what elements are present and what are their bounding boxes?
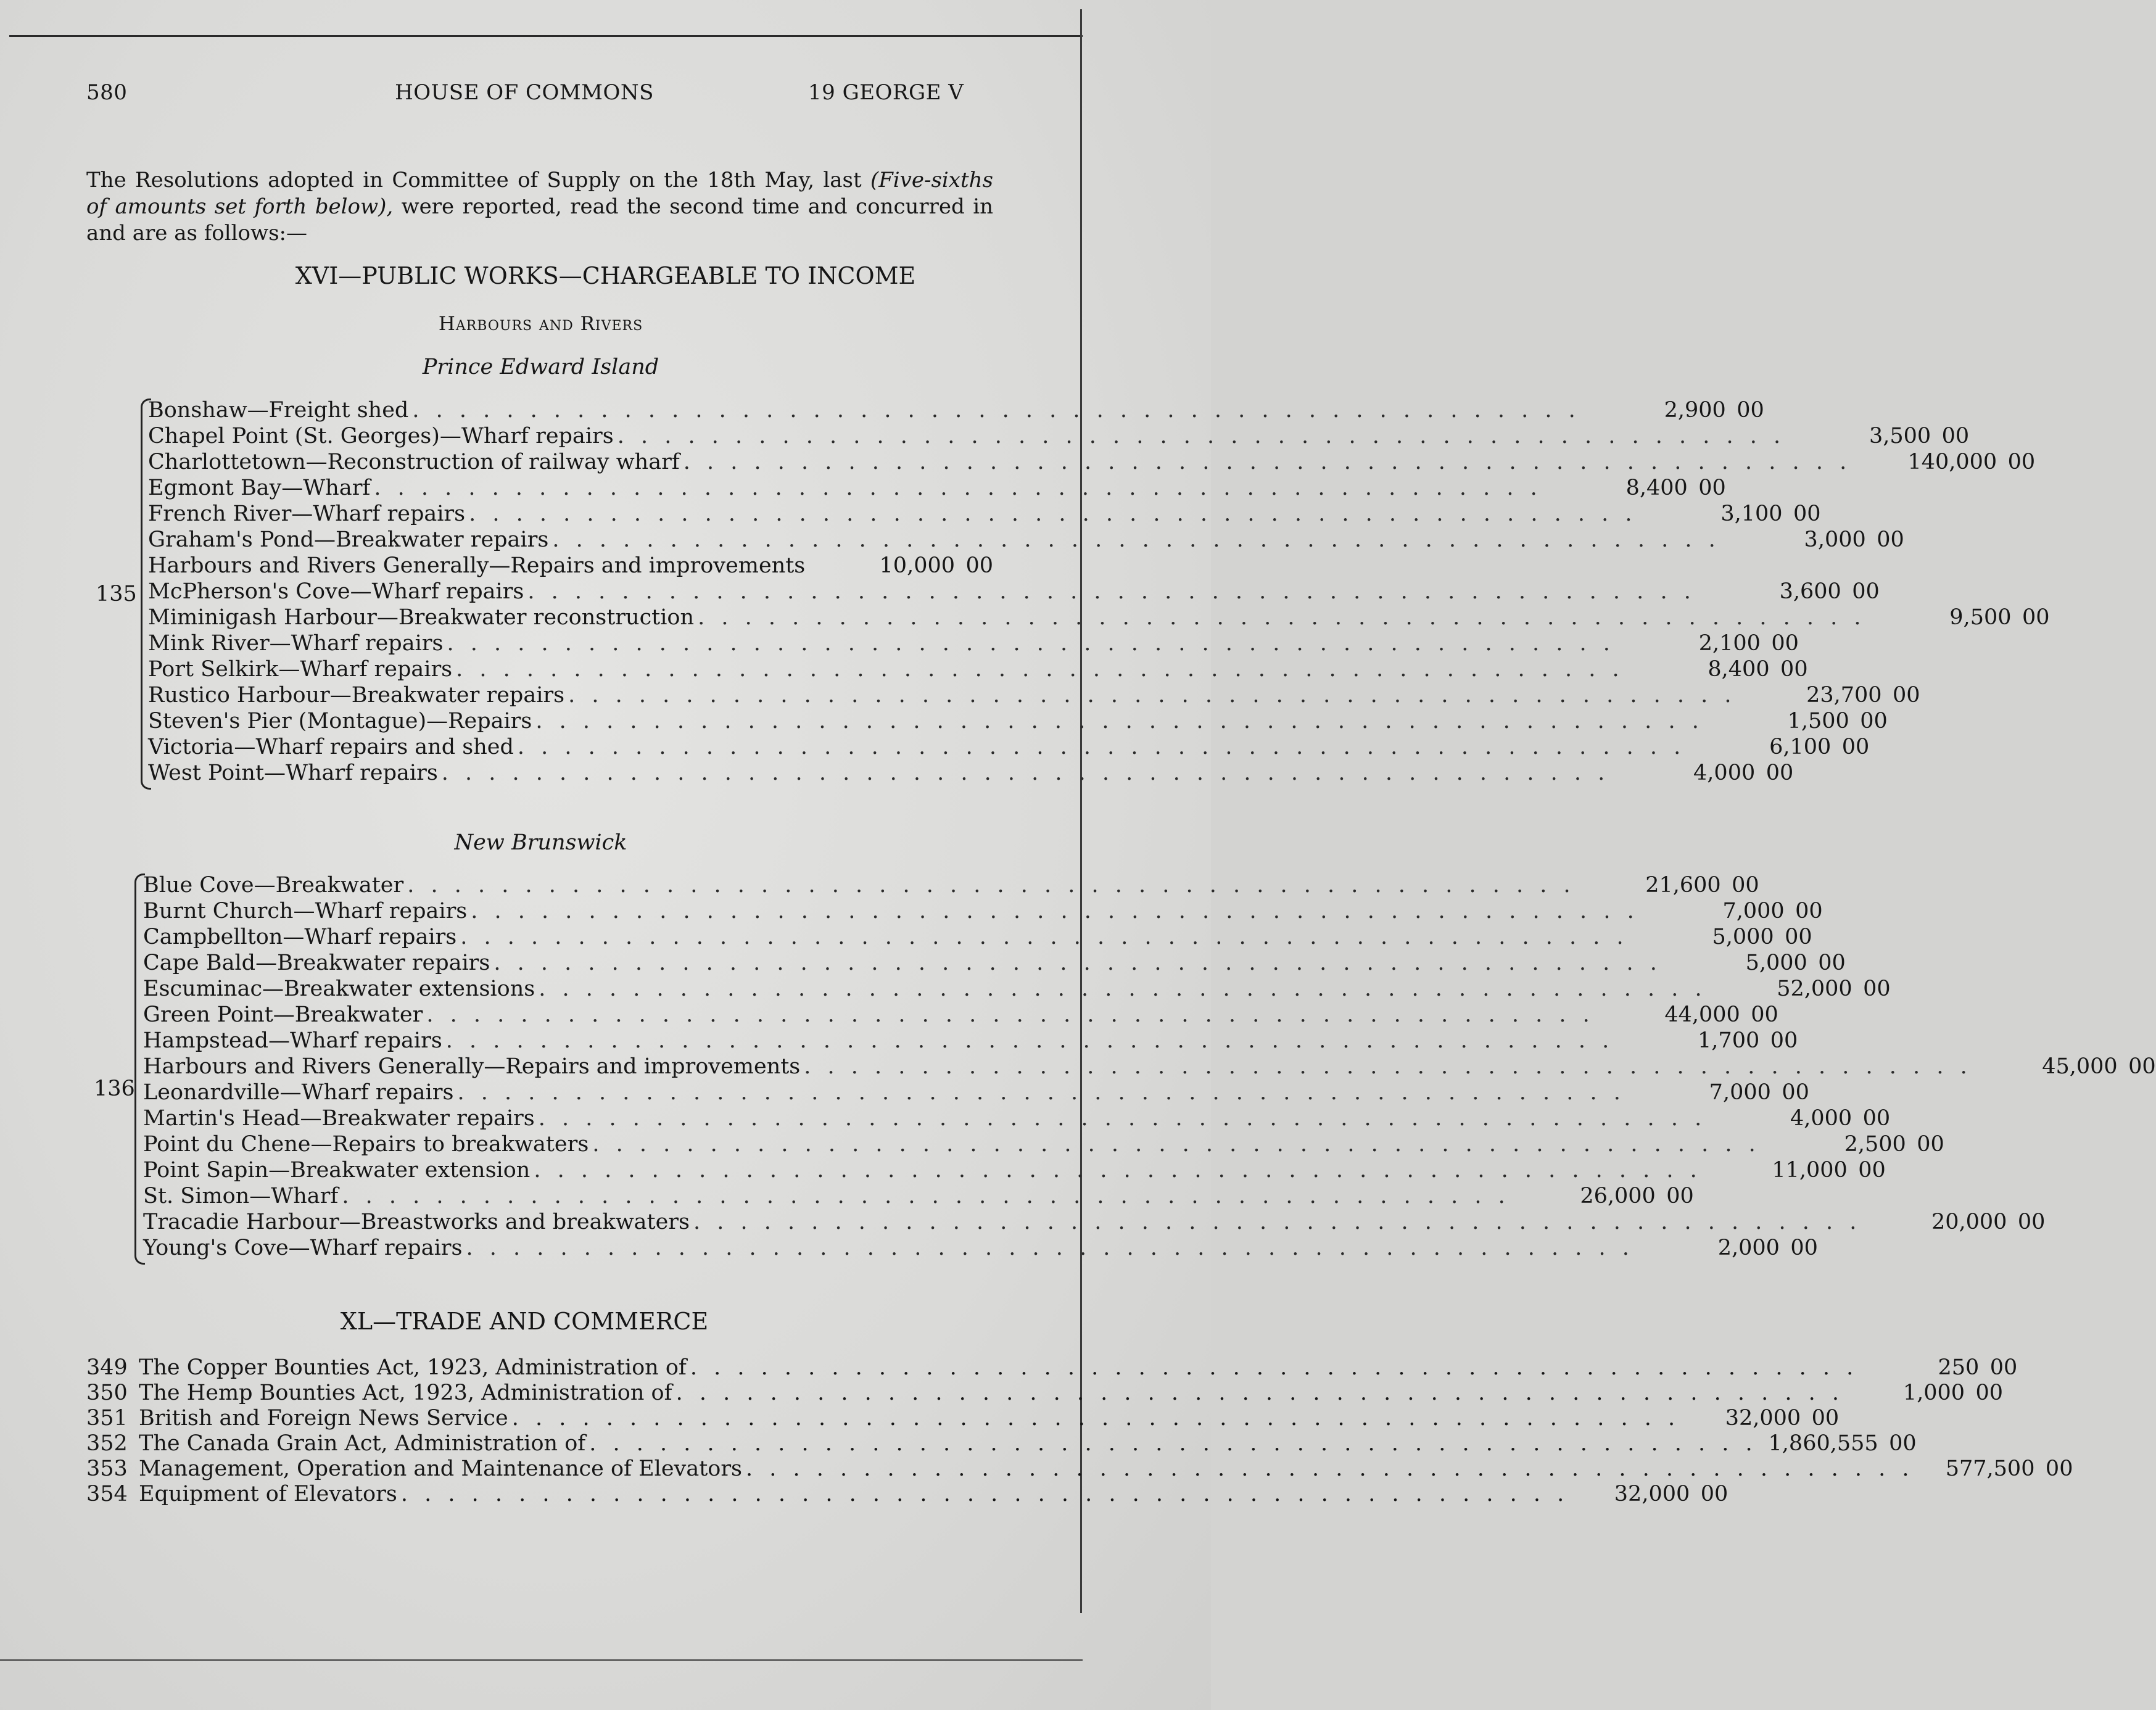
nb-item-cents: 00 xyxy=(1917,1132,1944,1157)
trade-item-description: British and Foreign News Service xyxy=(139,1406,508,1431)
nb-item-description: Escuminac—Breakwater extensions xyxy=(143,977,535,1001)
nb-item-amount: 11,000 xyxy=(1772,1158,1848,1183)
nb-item-amount: 21,600 xyxy=(1645,873,1721,898)
nb-item xyxy=(143,924,1812,950)
nb-item-cents: 00 xyxy=(2017,1210,2046,1234)
pei-item-description: Bonshaw—Freight shed xyxy=(148,398,409,423)
trade-item xyxy=(86,1406,1840,1431)
nb-item xyxy=(143,1080,1809,1105)
nb-item xyxy=(143,950,1846,976)
harbours-rivers-subheading: Harbours and Rivers xyxy=(438,313,643,335)
nb-item-amount: 7,000 xyxy=(1709,1080,1771,1105)
leader-dots: . . . . . . . . . . . . . . . . . . . . . . . . . . . . . . . . . . . . . . . . . . . . . . . . . . xyxy=(466,1236,1634,1260)
nb-item-description: Point du Chene—Repairs to breakwaters xyxy=(143,1132,589,1157)
pei-item-amount: 3,600 xyxy=(1779,579,1841,604)
nb-region-heading: New Brunswick xyxy=(454,830,627,855)
pei-item xyxy=(148,475,1726,501)
leader-dots: . . . . . . . . . . . . . . . . . . . . . . . . . . . . . . . . . . . . . . . . . . . . . . . . . . xyxy=(690,1355,1859,1380)
running-title: HOUSE OF COMMONS xyxy=(395,80,654,105)
section-xvi-title: XVI—PUBLIC WORKS—CHARGEABLE TO INCOME xyxy=(295,262,916,289)
trade-item-vote-number: 353 xyxy=(86,1456,128,1481)
trade-item-cents: 00 xyxy=(1811,1406,1840,1431)
nb-item xyxy=(143,976,1891,1002)
pei-item-description: Chapel Point (St. Georges)—Wharf repairs xyxy=(148,424,614,448)
pei-item-cents: 00 xyxy=(2007,450,2036,474)
leader-dots: . . . . . . . . . . . . . . . . . . . . . . . . . . . . . . . . . . . . . . . . . . . . . . . . . . xyxy=(441,761,1610,785)
trade-item-cents: 00 xyxy=(1700,1482,1729,1506)
nb-vote-number: 136 xyxy=(94,1076,135,1101)
trade-item-amount: 1,860,555 xyxy=(1768,1431,1878,1456)
pei-item-description: Charlottetown—Reconstruction of railway wharf xyxy=(148,450,680,474)
nb-item-description: Martin's Head—Breakwater repairs xyxy=(143,1106,535,1131)
leader-dots: . . . . . . . . . . . . . . . . . . . . . . . . . . . . . . . . . . . . . . . . . . . . . . . . . . xyxy=(412,398,1580,423)
leader-dots: . . . . . . . . . . . . . . . . . . . . . . . . . . . . . . . . . . . . . . . . . . . . . . . . . . xyxy=(552,527,1720,552)
pei-item xyxy=(148,656,1808,682)
regnal-year: 19 GEORGE V xyxy=(808,80,964,105)
pei-region-heading: Prince Edward Island xyxy=(422,355,659,379)
pei-item xyxy=(148,423,1970,449)
nb-item xyxy=(143,1002,1778,1028)
trade-item-amount: 32,000 xyxy=(1725,1406,1801,1431)
pei-item-description: Victoria—Wharf repairs and shed xyxy=(148,735,514,759)
nb-item-description: Blue Cove—Breakwater xyxy=(143,873,404,898)
pei-item-cents: 00 xyxy=(1877,527,1904,552)
pei-item-description: Mink River—Wharf repairs xyxy=(148,631,444,656)
pei-item-cents: 00 xyxy=(1780,657,1808,682)
pei-item-amount: 1,500 xyxy=(1787,709,1849,733)
intro-italic-note: (Five-sixths of amounts set forth below), xyxy=(86,168,993,219)
pei-item-amount: 2,900 xyxy=(1664,398,1726,423)
pei-item xyxy=(148,708,1888,734)
pei-vote-number: 135 xyxy=(96,582,137,606)
trade-item-vote-number: 354 xyxy=(86,1482,128,1506)
trade-item-vote-number: 349 xyxy=(86,1355,128,1380)
leader-dots: . . . . . . . . . . . . . . . . . . . . . . . . . . . . . . . . . . . . . . . . . . . . . . . . . . xyxy=(447,631,1615,656)
nb-item xyxy=(143,1131,1944,1157)
nb-item xyxy=(143,1209,2046,1235)
nb-item-cents: 00 xyxy=(1732,873,1759,898)
nb-item-cents: 00 xyxy=(2128,1054,2156,1079)
trade-item-amount: 250 xyxy=(1938,1355,1980,1380)
pei-item-amount: 2,100 xyxy=(1698,631,1761,656)
trade-item-cents: 00 xyxy=(1889,1431,1917,1456)
page-number: 580 xyxy=(86,80,128,105)
pei-item-description: Harbours and Rivers Generally—Repairs and improvements xyxy=(148,553,806,578)
nb-item-amount: 52,000 xyxy=(1777,977,1852,1001)
leader-dots: . . . . . . . . . . . . . . . . . . . . . . . . . . . . . . . . . . . . . . . . . . . . . . . . . . xyxy=(568,683,1737,708)
trade-item-description: The Hemp Bounties Act, 1923, Administration of xyxy=(139,1381,672,1405)
trade-item-amount: 577,500 xyxy=(1945,1456,2035,1481)
nb-item-cents: 00 xyxy=(1782,1080,1809,1105)
nb-item xyxy=(143,1054,2156,1080)
leader-dots: . . . . . . . . . . . . . . . . . . . . . . . . . . . . . . . . . . . . . . . . . . . . . . . . . . xyxy=(456,657,1624,682)
leader-dots: . . . . . . . . . . . . . . . . . . . . . . . . . . . . . . . . . . . . . . . . . . . . . . . . . . xyxy=(534,1158,1702,1183)
trade-item-description: The Copper Bounties Act, 1923, Administration of xyxy=(139,1355,687,1380)
leader-dots: . . . . . . . . . . . . . . . . . . . . . . . . . . . . . . . . . . . . . . . . . . . . . . . . . . xyxy=(693,1210,1862,1234)
leader-dots: . . . . . . . . . . . . . . . . . . . . . . . . . . . . . . . . . . . . . . . . . . . . . . . . . . xyxy=(511,1406,1680,1431)
pei-item-description: Miminigash Harbour—Breakwater reconstruction xyxy=(148,605,695,630)
pei-item xyxy=(148,449,2036,475)
pei-item xyxy=(148,734,1870,760)
nb-item-cents: 00 xyxy=(1818,951,1846,975)
leader-dots: . . . . . . . . . . . . . . . . . . . . . . . . . . . . . . . . . . . . . . . . . . . . . . . . . . xyxy=(460,925,1629,949)
trade-item-amount: 1,000 xyxy=(1902,1381,1965,1405)
top-rule xyxy=(9,35,1083,37)
trade-item xyxy=(86,1381,2004,1406)
nb-item-cents: 00 xyxy=(1751,1002,1778,1027)
leader-dots: . . . . . . . . . . . . . . . . . . . . . . . . . . . . . . . . . . . . . . . . . . . . . . . . . . xyxy=(469,502,1637,526)
pei-items-list xyxy=(148,397,2050,786)
pei-item-cents: 00 xyxy=(1892,683,1920,708)
pei-item-description: McPherson's Cove—Wharf repairs xyxy=(148,579,524,604)
pei-item xyxy=(148,760,1794,786)
leader-dots: . . . . . . . . . . . . . . . . . . . . . . . . . . . . . . . . . . . . . . . . . . . . . . . . . . xyxy=(400,1482,1569,1506)
pei-item-description: Port Selkirk—Wharf repairs xyxy=(148,657,453,682)
trade-items-list xyxy=(86,1355,2073,1507)
trade-item-description: Equipment of Elevators xyxy=(139,1482,397,1506)
pei-item xyxy=(148,605,2050,630)
pei-item xyxy=(148,501,1821,527)
pei-item xyxy=(148,579,1880,605)
pei-item-description: Graham's Pond—Breakwater repairs xyxy=(148,527,549,552)
leader-dots: . . . . . . . . . . . . . . . . . . . . . . . . . . . . . . . . . . . . . . . . . . . . . . . . . . xyxy=(494,951,1662,975)
leader-dots: . . . . . . . . . . . . . . . . . . . . . . . . . . . . . . . . . . . . . . . . . . . . . . . . . . xyxy=(675,1381,1844,1405)
pei-item-cents: 00 xyxy=(965,553,993,578)
pei-item-cents: 00 xyxy=(2022,605,2050,630)
pei-item-amount: 10,000 xyxy=(879,553,955,578)
nb-item xyxy=(143,1157,1886,1183)
nb-item xyxy=(143,1028,1798,1054)
nb-item-description: Tracadie Harbour—Breastworks and breakwaters xyxy=(143,1210,690,1234)
trade-item-description: The Canada Grain Act, Administration of xyxy=(139,1431,586,1456)
pei-item-description: French River—Wharf repairs xyxy=(148,502,466,526)
nb-item-amount: 7,000 xyxy=(1722,899,1785,923)
trade-item xyxy=(86,1355,2018,1381)
leader-dots: . . . . . . . . . . . . . . . . . . . . . . . . . . . . . . . . . . . . . . . . . . . . . . . . . . xyxy=(407,873,1576,898)
pei-item-description: Steven's Pier (Montague)—Repairs xyxy=(148,709,532,733)
nb-item-cents: 00 xyxy=(1863,977,1891,1001)
nb-item-description: St. Simon—Wharf xyxy=(143,1184,339,1208)
nb-item xyxy=(143,898,1823,924)
leader-dots: . . . . . . . . . . . . . . . . . . . . . . . . . . . . . . . . . . . . . . . . . . . . . . . . . . xyxy=(539,977,1707,1001)
nb-item-description: Green Point—Breakwater xyxy=(143,1002,423,1027)
pei-item xyxy=(148,682,1920,708)
trade-item-cents: 00 xyxy=(2045,1456,2073,1481)
nb-item-amount: 20,000 xyxy=(1931,1210,2007,1234)
leader-dots: . . . . . . . . . . . . . . . . . . . . . . . . . . . . . . . . . . . . . . . . . . . . . . . . . . xyxy=(517,735,1686,759)
intro-text-after: were reported, read the second time and concurred in and are as follows:— xyxy=(86,194,993,246)
leader-dots: . . . . . . . . . . . . . . . . . . . . . . . . . . . . . . . . . . . . . . . . . . . . . . . . . . xyxy=(589,1431,1757,1456)
bottom-rule xyxy=(0,1659,1083,1661)
pei-item-amount: 8,400 xyxy=(1708,657,1770,682)
leader-dots: . . . . . . . . . . . . . . . . . . . . . . . . . . . . . . . . . . . . . . . . . . . . . . . . . . xyxy=(457,1080,1625,1105)
leader-dots: . . . . . . . . . . . . . . . . . . . . . . . . . . . . . . . . . . . . . . . . . . . . . . . . . . xyxy=(527,579,1696,604)
leader-dots: . . . . . . . . . . . . . . . . . . . . . . . . . . . . . . . . . . . . . . . . . . . . . . . . . . xyxy=(471,899,1639,923)
nb-item-amount: 45,000 xyxy=(2042,1054,2118,1079)
pei-item-description: Egmont Bay—Wharf xyxy=(148,476,371,500)
nb-item-amount: 2,000 xyxy=(1717,1236,1780,1260)
leader-dots: . . . . . . . . . . . . . . . . . . . . . . . . . . . . . . . . . . . . . . . . . . . . . . . . . . xyxy=(804,1054,1972,1079)
pei-item xyxy=(148,630,1799,656)
nb-item-cents: 00 xyxy=(1770,1028,1798,1053)
nb-item-description: Harbours and Rivers Generally—Repairs and improvements xyxy=(143,1054,801,1079)
leader-dots: . . . . . . . . . . . . . . . . . . . . . . . . . . . . . . . . . . . . . . . . . . . . . . . . . . xyxy=(535,709,1704,733)
pei-item-cents: 00 xyxy=(1766,761,1794,785)
pei-item-amount: 140,000 xyxy=(1907,450,1997,474)
intro-text-before: The Resolutions adopted in Committee of Supply on the 18th May, last xyxy=(86,168,870,192)
leader-dots: . . . . . . . . . . . . . . . . . . . . . . . . . . . . . . . . . . . . . . . . . . . . . . . . . . xyxy=(426,1002,1595,1027)
nb-item xyxy=(143,872,1759,898)
pei-item-description: Rustico Harbour—Breakwater repairs xyxy=(148,683,565,708)
pei-item-cents: 00 xyxy=(1941,424,1970,448)
pei-item-cents: 00 xyxy=(1793,502,1821,526)
pei-item-cents: 00 xyxy=(1852,579,1880,604)
leader-dots: . . . . . . . . . . . . . . . . . . . . . . . . . . . . . . . . . . . . . . . . . . . . . . . . . . xyxy=(445,1028,1614,1053)
nb-item xyxy=(143,1235,1818,1261)
trade-item-cents: 00 xyxy=(1989,1355,2018,1380)
nb-item xyxy=(143,1105,1891,1131)
nb-item-description: Burnt Church—Wharf repairs xyxy=(143,899,468,923)
pei-item-amount: 23,700 xyxy=(1806,683,1882,708)
pei-item-amount: 3,100 xyxy=(1720,502,1783,526)
nb-item-description: Leonardville—Wharf repairs xyxy=(143,1080,454,1105)
trade-item-vote-number: 351 xyxy=(86,1406,128,1431)
pei-item-amount: 3,000 xyxy=(1804,527,1866,552)
nb-item-cents: 00 xyxy=(1785,925,1812,949)
pei-item-cents: 00 xyxy=(1771,631,1799,656)
nb-item xyxy=(143,1183,1694,1209)
nb-item-cents: 00 xyxy=(1862,1106,1891,1131)
pei-item-amount: 4,000 xyxy=(1693,761,1756,785)
nb-item-amount: 5,000 xyxy=(1745,951,1807,975)
leader-dots: . . . . . . . . . . . . . . . . . . . . . . . . . . . . . . . . . . . . . . . . . . . . . . . . . . xyxy=(683,450,1852,474)
nb-item-amount: 2,500 xyxy=(1844,1132,1906,1157)
intro-paragraph xyxy=(86,167,993,247)
pei-item-amount: 9,500 xyxy=(1949,605,2012,630)
nb-item-cents: 00 xyxy=(1858,1158,1886,1183)
leader-dots: . . . . . . . . . . . . . . . . . . . . . . . . . . . . . . . . . . . . . . . . . . . . . . . . . . xyxy=(592,1132,1761,1157)
pei-item-cents: 00 xyxy=(1698,476,1726,500)
nb-item-description: Cape Bald—Breakwater repairs xyxy=(143,951,490,975)
pei-item xyxy=(148,527,1904,553)
pei-item-amount: 3,500 xyxy=(1869,424,1931,448)
nb-item-cents: 00 xyxy=(1666,1184,1694,1208)
trade-item-vote-number: 352 xyxy=(86,1431,128,1456)
nb-item-cents: 00 xyxy=(1795,899,1823,923)
pei-item-cents: 00 xyxy=(1841,735,1870,759)
pei-item-amount: 6,100 xyxy=(1769,735,1832,759)
leader-dots: . . . . . . . . . . . . . . . . . . . . . . . . . . . . . . . . . . . . . . . . . . . . . . . . . . xyxy=(374,476,1542,500)
leader-dots: . . . . . . . . . . . . . . . . . . . . . . . . . . . . . . . . . . . . . . . . . . . . . . . . . . xyxy=(746,1456,1914,1481)
leader-dots: . . . . . . . . . . . . . . . . . . . . . . . . . . . . . . . . . . . . . . . . . . . . . . . . . . xyxy=(538,1106,1707,1131)
nb-item-description: Point Sapin—Breakwater extension xyxy=(143,1158,531,1183)
pei-item xyxy=(148,397,1764,423)
nb-items-list xyxy=(143,872,2156,1261)
nb-item-description: Hampstead—Wharf repairs xyxy=(143,1028,442,1053)
nb-item-amount: 44,000 xyxy=(1664,1002,1740,1027)
nb-item-amount: 5,000 xyxy=(1712,925,1774,949)
leader-dots: . . . . . . . . . . . . . . . . . . . . . . . . . . . . . . . . . . . . . . . . . . . . . . . . . . xyxy=(617,424,1786,448)
trade-item xyxy=(86,1456,2073,1482)
trade-item-amount: 32,000 xyxy=(1614,1482,1690,1506)
pei-item-cents: 00 xyxy=(1860,709,1888,733)
leader-dots: . . . . . . . . . . . . . . . . . . . . . . . . . . . . . . . . . . . . . . . . . . . . . . . . . . xyxy=(698,605,1866,630)
leader-dots: . . . . . . . . . . . . . . . . . . . . . . . . . . . . . . . . . . . . . . . . . . . . . . . . . . xyxy=(342,1184,1510,1208)
nb-item-description: Campbellton—Wharf repairs xyxy=(143,925,457,949)
trade-item-description: Management, Operation and Maintenance of Elevators xyxy=(139,1456,743,1481)
trade-item-cents: 00 xyxy=(1975,1381,2004,1405)
nb-item-description: Young's Cove—Wharf repairs xyxy=(143,1236,463,1260)
trade-item xyxy=(86,1431,1917,1456)
pei-item xyxy=(148,553,993,579)
pei-item-amount: 8,400 xyxy=(1625,476,1688,500)
pei-item-cents: 00 xyxy=(1737,398,1764,423)
section-xl-title: XL—TRADE AND COMMERCE xyxy=(340,1308,709,1335)
trade-item-vote-number: 350 xyxy=(86,1381,128,1405)
nb-item-amount: 1,700 xyxy=(1698,1028,1760,1053)
nb-item-amount: 4,000 xyxy=(1790,1106,1852,1131)
nb-item-cents: 00 xyxy=(1790,1236,1818,1260)
nb-item-amount: 26,000 xyxy=(1580,1184,1656,1208)
pei-item-description: West Point—Wharf repairs xyxy=(148,761,438,785)
trade-item xyxy=(86,1482,1729,1507)
